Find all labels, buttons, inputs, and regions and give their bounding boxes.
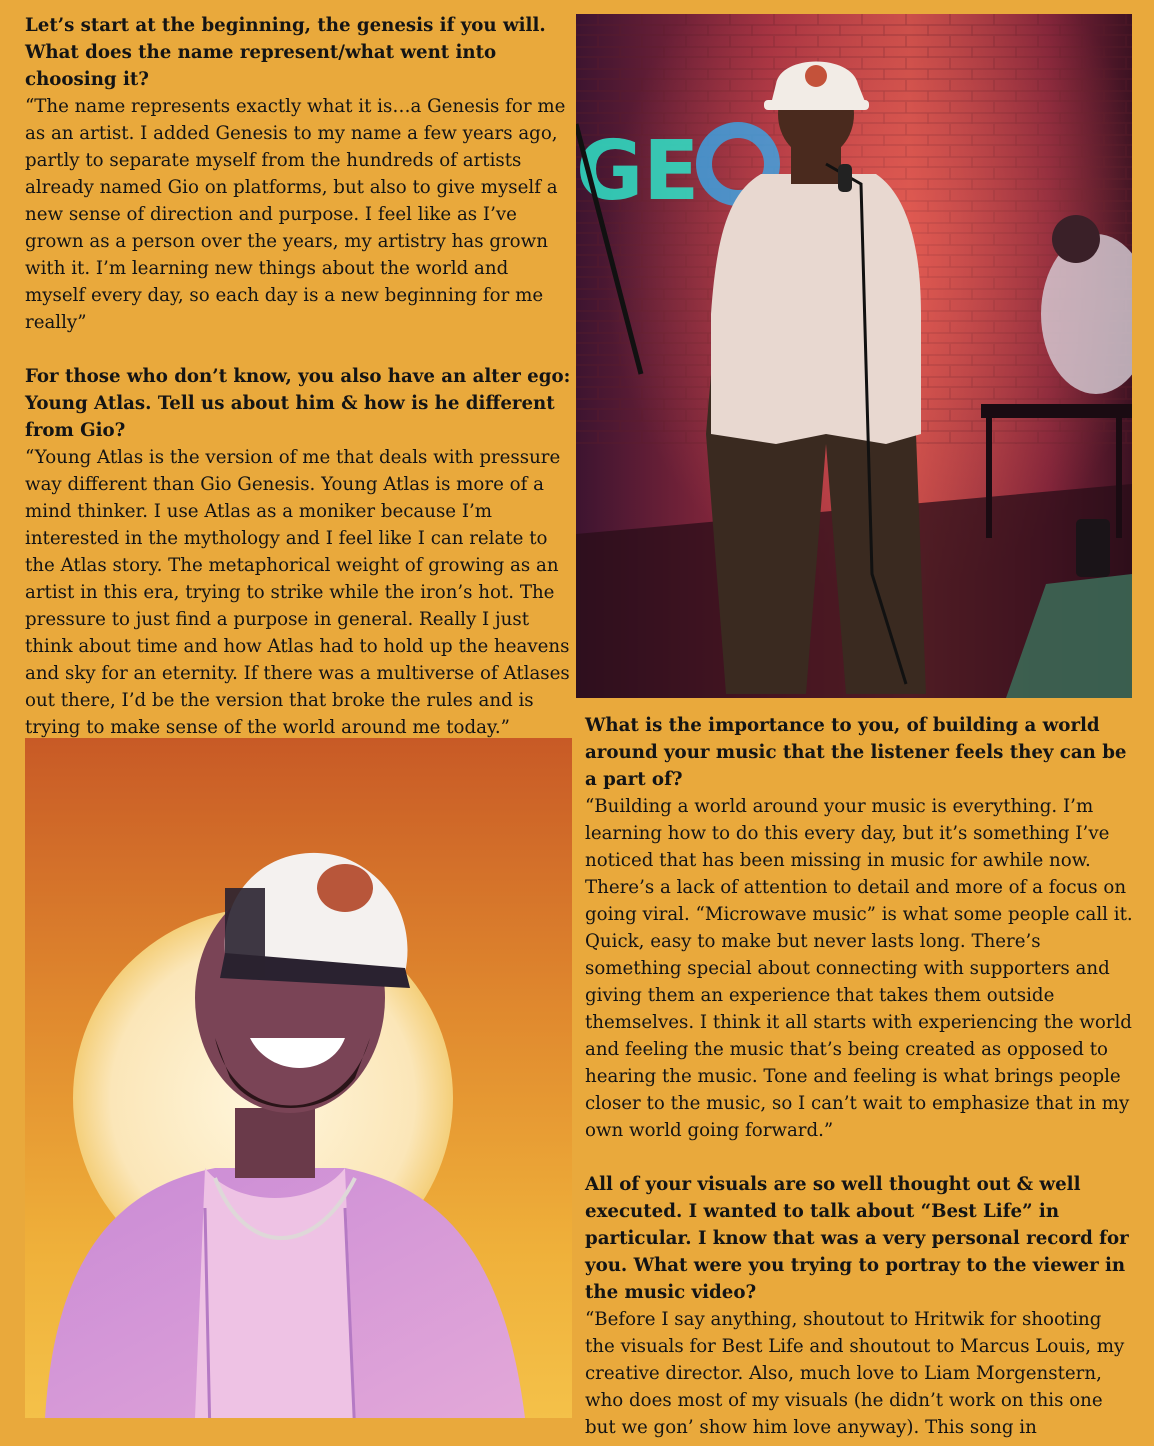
question-best-life: All of your visuals are so well thought out & well executed. I wanted to talk about “Best Life” in particular. I know that was a very personal record for you. What were you trying to portray to the viewer in the music video? [585,1174,1129,1303]
neon-sign-text: GE [576,124,700,219]
question-world-building: What is the importance to you, of building a world around your music that the listener feels they can be a part of? [585,715,1127,790]
question-genesis: Let’s start at the beginning, the genesis if you will. What does the name represent/what went into choosing it? [25,15,546,90]
portrait-photo [25,738,572,1418]
concert-photo-illustration [576,14,1132,698]
portrait-photo-illustration [25,738,572,1418]
right-text-column [585,712,1133,1441]
answer-young-atlas: “Young Atlas is the version of me that deals with pressure way different than Gio Genesis. Young Atlas is more of a mind thinker. I use Atlas as a moniker because I’m interested in the mythology and I feel like I can relate to the Atlas story. The metaphorical weight of growing as an artist in this era, trying to strike while the iron’s hot. The pressure to just find a purpose in general. Really I just think about time and how Atlas had to hold up the heavens and sky for an eternity. If there was a multiverse of Atlases out there, I’d be the version that broke the rules and is trying to make sense of the world around me today.” [25,447,570,738]
answer-world-building: “Building a world around your music is everything. I’m learning how to do this every day, but it’s something I’ve noticed that has been missing in music for awhile now. There’s a lack of attention to detail and more of a focus on going viral. “Microwave music” is what some people call it. Quick, easy to make but never lasts long. There’s something special about connecting with supporters and giving them an experience that takes them outside themselves. I think it all starts with experiencing the world and feeling the music that’s being created as opposed to hearing the music. Tone and feeling is what brings people closer to the music, so I can’t wait to emphasize that in my own world going forward.” [585,796,1133,1141]
paragraph-gap [25,336,573,363]
left-text-column [25,12,573,741]
answer-best-life: “Before I say anything, shoutout to Hritwik for shooting the visuals for Best Life and shoutout to Marcus Louis, my creative director. Also, much love to Liam Morgenstern, who does most of my visuals (he didn’t work on this one but we gon’ show him love anyway). This song in [585,1309,1125,1438]
paragraph-gap [585,1144,1133,1171]
answer-genesis: “The name represents exactly what it is…a Genesis for me as an artist. I added Genesis to my name a few years ago, partly to separate myself from the hundreds of artists already named Gio on platforms, but also to give myself a new sense of direction and purpose. I feel like as I’ve grown as a person over the years, my artistry has grown with it. I’m learning new things about the world and myself every day, so each day is a new beginning for me really” [25,96,566,333]
question-young-atlas: For those who don’t know, you also have an alter ego: Young Atlas. Tell us about him & how is he different from Gio? [25,366,571,441]
concert-photo [576,14,1132,698]
